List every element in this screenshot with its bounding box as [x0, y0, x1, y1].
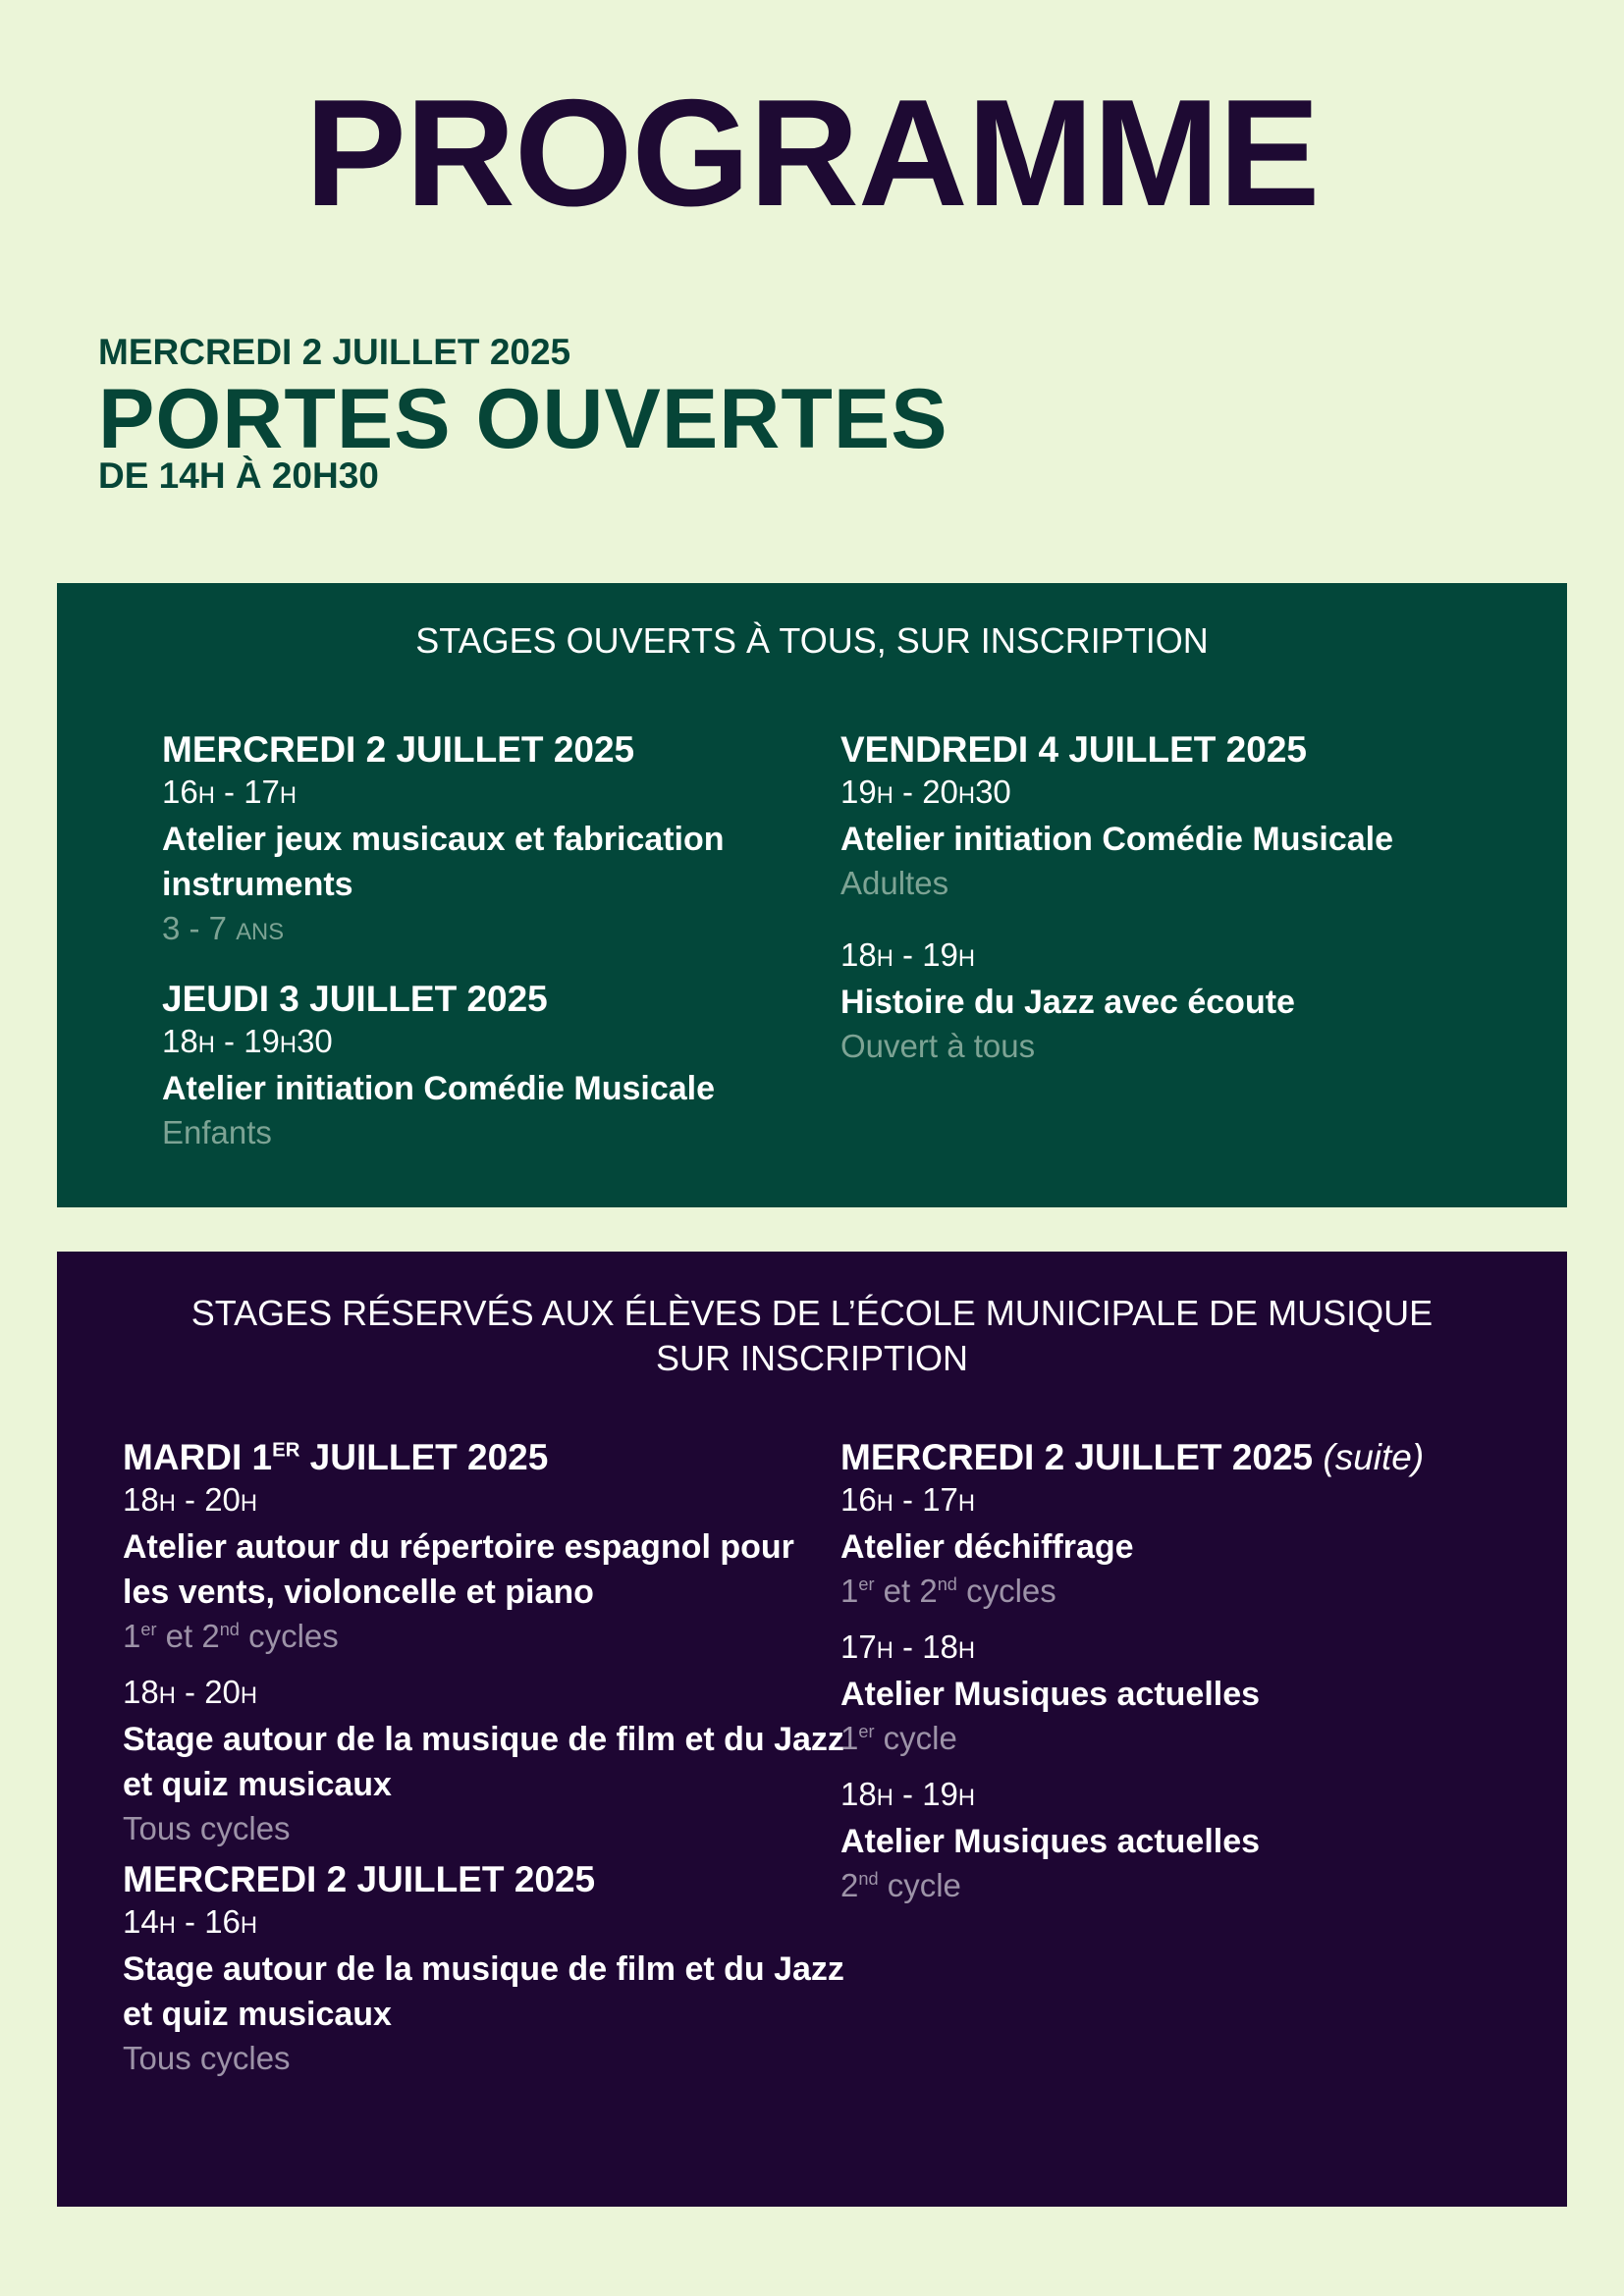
time-range: 18H - 20H — [123, 1674, 258, 1710]
open-stages-panel — [57, 583, 1567, 1207]
day-heading: VENDREDI 4 JUILLET 2025 — [840, 729, 1307, 770]
time-range: 17H - 18H — [840, 1629, 976, 1665]
audience: Tous cycles — [123, 2040, 291, 2076]
activity-title: Histoire du Jazz avec écoute — [840, 984, 1295, 1021]
activity-title: Stage autour de la musique de film et du Jazz et quiz musicaux — [123, 1721, 844, 1803]
time-range: 18H - 20H — [123, 1481, 258, 1518]
time-range: 16H - 17H — [840, 1481, 976, 1518]
audience: Enfants — [162, 1114, 272, 1150]
student-stages-heading-line1: STAGES RÉSERVÉS AUX ÉLÈVES DE L’ÉCOLE MUNICIPALE DE MUSIQUE — [190, 1293, 1434, 1333]
activity-title: Atelier autour du répertoire espagnol pour les vents, violoncelle et piano — [123, 1528, 794, 1611]
day-heading: JEUDI 3 JUILLET 2025 — [162, 979, 548, 1019]
day-heading: MARDI 1ER JUILLET 2025 — [123, 1437, 549, 1477]
student-stages-heading — [57, 1291, 1567, 1381]
open-stages-right-column — [840, 728, 1508, 1068]
student-stages-panel — [57, 1252, 1567, 2207]
open-stages-heading: STAGES OUVERTS À TOUS, SUR INSCRIPTION — [415, 620, 1209, 661]
time-range: 19H - 20H30 — [840, 774, 1011, 810]
event-hours: DE 14H À 20H30 — [98, 455, 379, 496]
day-heading: MERCREDI 2 JUILLET 2025 — [162, 729, 635, 770]
activity-title: Atelier initiation Comédie Musicale — [162, 1070, 716, 1107]
audience: 2nd cycle — [840, 1867, 961, 1903]
event-name: PORTES OUVERTES — [98, 372, 948, 466]
activity-title: Atelier Musiques actuelles — [840, 1823, 1261, 1860]
audience: Adultes — [840, 865, 949, 901]
event-date: MERCREDI 2 JUILLET 2025 — [98, 332, 571, 372]
time-range: 14H - 16H — [123, 1903, 258, 1940]
activity-title: Atelier initiation Comédie Musicale — [840, 821, 1394, 858]
activity-title: Atelier jeux musicaux et fabrication instruments — [162, 821, 725, 903]
audience: 1er et 2nd cycles — [840, 1573, 1056, 1609]
activity-title: Stage autour de la musique de film et du Jazz et quiz musicaux — [123, 1950, 844, 2033]
audience: 1er cycle — [840, 1720, 957, 1756]
audience: Tous cycles — [123, 1810, 291, 1846]
day-heading: MERCREDI 2 JUILLET 2025 (suite) — [840, 1437, 1425, 1477]
time-range: 18H - 19H — [840, 1776, 976, 1812]
activity-title: Atelier déchiffrage — [840, 1528, 1134, 1566]
time-range: 18H - 19H30 — [162, 1023, 333, 1059]
student-stages-left-column — [123, 1436, 849, 2080]
open-stages-left-column — [162, 728, 839, 1154]
audience: 3 - 7 ANS — [162, 910, 285, 946]
activity-title: Atelier Musiques actuelles — [840, 1676, 1261, 1713]
audience: 1er et 2nd cycles — [123, 1618, 339, 1654]
student-stages-heading-line2: SUR INSCRIPTION — [655, 1338, 969, 1378]
audience: Ouvert à tous — [840, 1028, 1036, 1064]
page-title: PROGRAMME — [304, 68, 1320, 238]
time-range: 16H - 17H — [162, 774, 298, 810]
student-stages-right-column — [840, 1436, 1528, 1907]
day-heading: MERCREDI 2 JUILLET 2025 — [123, 1859, 596, 1899]
time-range: 18H - 19H — [840, 936, 976, 973]
